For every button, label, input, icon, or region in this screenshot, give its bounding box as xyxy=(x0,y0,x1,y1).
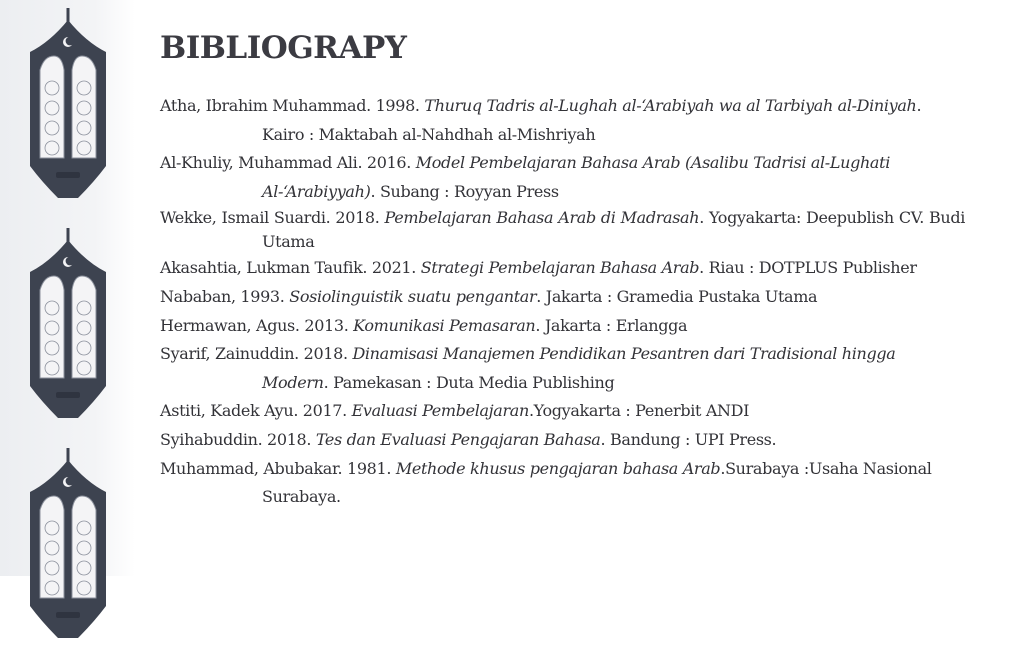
reference-publisher: . Subang : Royyan Press xyxy=(370,181,559,201)
slide-title: BIBLIOGRAPY xyxy=(160,30,407,66)
reference-item xyxy=(160,206,965,254)
reference-author: Atha, Ibrahim Muhammad. 1998. xyxy=(160,96,425,115)
reference-author: Nababan, 1993. xyxy=(160,286,290,306)
reference-publisher: . Jakarta : Gramedia Pustaka Utama xyxy=(536,286,818,306)
bibliography-list xyxy=(160,92,965,512)
reference-publisher: . Jakarta : Erlangga xyxy=(535,315,688,335)
decorative-side-panel xyxy=(0,0,135,576)
reference-publisher: . Pamekasan : Duta Media Publishing xyxy=(323,372,615,392)
reference-item xyxy=(160,149,965,206)
reference-item xyxy=(160,426,965,455)
reference-title: Tes dan Evaluasi Pengajaran Bahasa xyxy=(315,429,601,449)
reference-title: Evaluasi Pembelajaran xyxy=(351,401,529,421)
reference-author: Wekke, Ismail Suardi. 2018. xyxy=(160,208,385,228)
reference-item xyxy=(160,92,965,149)
reference-title: Pembelajaran Bahasa Arab di Madrasah xyxy=(384,208,700,228)
reference-item xyxy=(160,283,965,312)
reference-publisher: . Riau : DOTPLUS Publisher xyxy=(699,258,917,278)
reference-publisher: . Bandung : UPI Press. xyxy=(600,429,777,449)
reference-author: Syihabuddin. 2018. xyxy=(160,429,316,449)
reference-title: Methode khusus pengajaran bahasa Arab xyxy=(395,458,721,478)
reference-title: Sosiolinguistik suatu pengantar xyxy=(289,286,537,306)
reference-author: Muhammad, Abubakar. 1981. xyxy=(160,458,396,478)
reference-item xyxy=(160,312,965,341)
reference-title: Dinamisasi Manajemen Pendidikan Pesantren dari Tradisional hingga Modern xyxy=(262,344,896,392)
reference-item xyxy=(160,340,965,397)
reference-author: Al-Khuliy, Muhammad Ali. 2016. xyxy=(160,153,416,173)
reference-author: Astiti, Kadek Ayu. 2017. xyxy=(160,401,352,421)
reference-title: Model Pembelajaran Bahasa Arab (Asalibu Tadrisi al-Lughati Al-‘Arabiyyah) xyxy=(262,153,890,201)
reference-title: Strategi Pembelajaran Bahasa Arab xyxy=(420,258,700,278)
reference-author: Hermawan, Agus. 2013. xyxy=(160,315,354,335)
reference-author: Akasahtia, Lukman Taufik. 2021. xyxy=(160,258,421,278)
lantern-icon xyxy=(20,8,116,208)
reference-item xyxy=(160,397,965,426)
reference-publisher: . Yogyakarta: Deepublish CV. Budi Utama xyxy=(262,208,966,252)
reference-title: Komunikasi Pemasaran xyxy=(353,315,536,335)
reference-author: Syarif, Zainuddin. 2018. xyxy=(160,344,353,364)
reference-title: Thuruq Tadris al-Lughah al-‘Arabiyah wa al Tarbiyah al-Diniyah xyxy=(424,96,917,115)
reference-item xyxy=(160,455,965,512)
reference-publisher: .Yogyakarta : Penerbit ANDI xyxy=(528,401,750,421)
reference-item xyxy=(160,254,965,283)
lantern-icon xyxy=(20,448,116,648)
reference-publisher: .Surabaya :Usaha Nasional Surabaya. xyxy=(262,458,932,507)
reference-publisher: . Kairo : Maktabah al-Nahdhah al-Mishriyah xyxy=(262,96,922,144)
lantern-icon xyxy=(20,228,116,428)
